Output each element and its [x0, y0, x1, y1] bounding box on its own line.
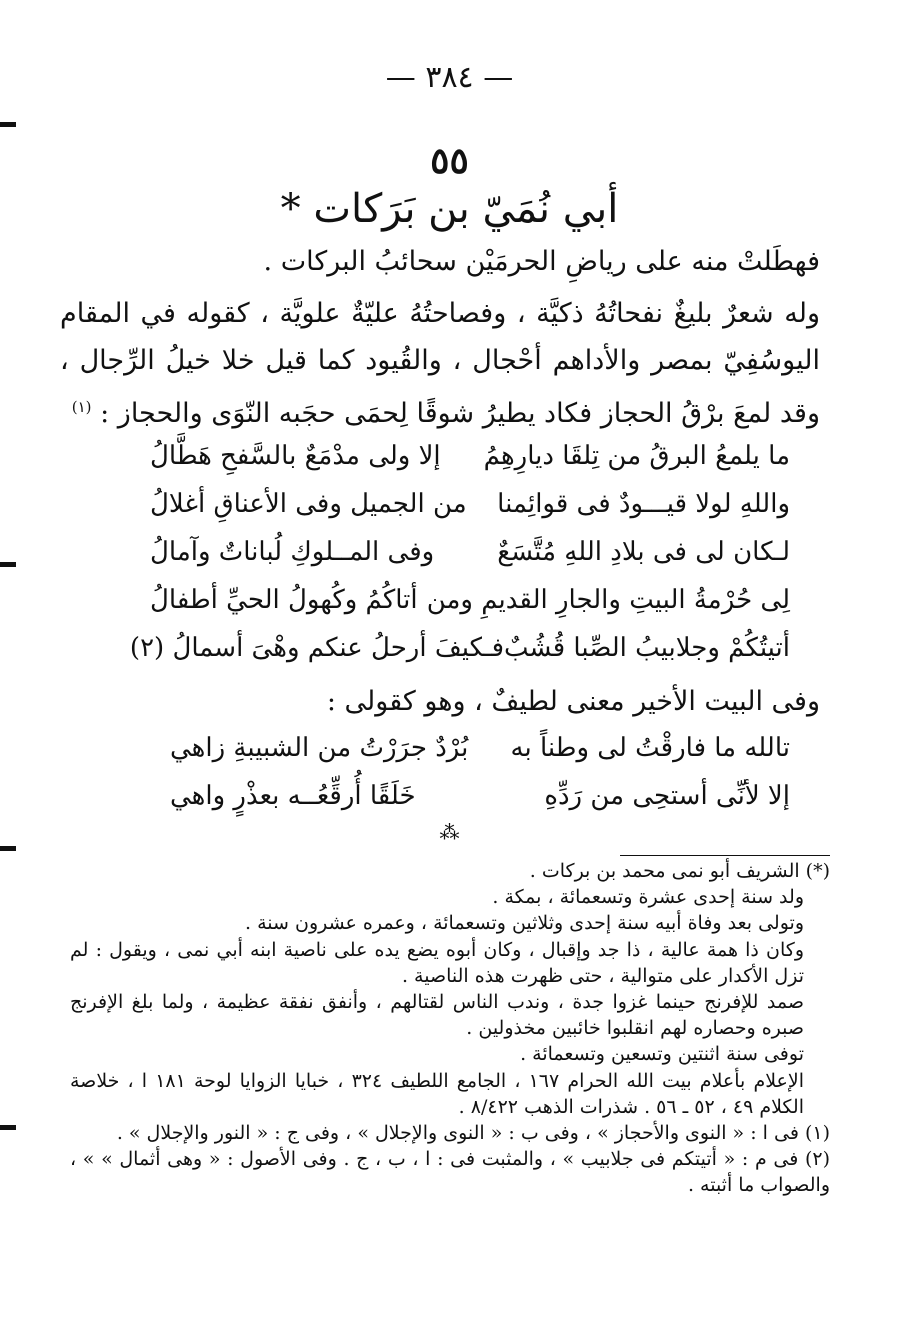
footnote-ref: (١) — [71, 398, 92, 416]
hemistich-second: من الجميل وفى الأعناقِ أغلالُ — [150, 489, 467, 519]
hemistich-second: أتاكُمُ وكُهولُ الحيِّ أطفالُ — [150, 585, 418, 615]
footnote-line: (٢) فى م : « أتيتكم فى جلابيب » ، والمثبت فى : ا ، ب ، ج . وفى الأصول : « وهى أثمال » » ، والصواب ما أثبته . — [70, 1148, 830, 1197]
entry-title: أبي نُمَيّ بن بَرَكات * — [280, 186, 619, 232]
hemistich-second: بُرْدٌ جرَرْتُ من الشبيبةِ زاهي — [170, 733, 469, 763]
verse-line — [129, 624, 790, 672]
prose-paragraph — [60, 290, 820, 437]
entry-number: ٥٥ — [430, 140, 469, 182]
verse-line — [170, 724, 790, 772]
footnote-line: (١) فى ا : « النوى والأحجاز » ، وفى ب : « النوى والإجلال » ، وفى ج : « النور والإجلال » . — [116, 1122, 830, 1145]
footnote-line: توفى سنة اثنتين وتسعين وتسعمائة . — [520, 1043, 804, 1066]
footnote-line: ولد سنة إحدى عشرة وتسعمائة ، بمكة . — [492, 886, 804, 909]
page-edge-mark — [0, 1125, 16, 1130]
footnotes — [70, 858, 830, 1199]
hemistich-second: فـكيفَ أرحلُ عنكم وهْىَ أسمالُ (٢) — [129, 633, 505, 663]
poem — [129, 432, 790, 672]
hemistich-second: خَلَقًا أُرقِّعُــه بعذْرٍ واهي — [170, 781, 416, 811]
verse-line — [170, 772, 790, 820]
hemistich-first: لِى حُرْمةُ البيتِ والجارِ القديمِ ومن — [426, 585, 790, 615]
page-edge-mark — [0, 562, 16, 567]
footnote-line: وكان ذا همة عالية ، ذا جد وإقبال ، وكان أبوه يضع يده على ناصية ابنه أبي نمى ، ويقول : لم تزل الأكدار على متوالية ، حتى ظهرت هذه الناصية . — [70, 938, 804, 987]
page-header: — ٣٨٤ — — [385, 60, 514, 95]
hemistich-first: أتيتُكُمْ وجلابيبُ الصِّبا قُشُبٌ — [504, 633, 790, 663]
hemistich-first: ما يلمعُ البرقُ من تِلقَا ديارِهِمُ — [483, 441, 790, 471]
hemistich-second: وفى المــلوكِ لُباناتٌ وآمالُ — [150, 537, 435, 567]
hemistich-second: إلا ولى مدْمَعٌ بالسَّفحِ هَطَّالُ — [150, 441, 441, 471]
poem-second — [170, 724, 790, 820]
prose-line — [60, 238, 820, 285]
paragraph-text: وله شعرٌ بليغٌ نفحاتُهُ ذكيَّة ، وفصاحتُهُ عليّةٌ علويَّة ، كقوله في المقام اليوسُفِيّ بمصر والأداهم أحْجال ، والقُيود كما قيل خلا خيلُ الرِّجال ، وقد لمعَ برْقُ الحجاز فكاد يطيرُ شوقًا لِحمَى حجَبه النّوَى والحجاز : — [60, 298, 820, 429]
hemistich-first: لـكان لى فى بلادِ اللهِ مُتَّسَعٌ — [497, 537, 790, 567]
footnote-line: وتولى بعد وفاة أبيه سنة إحدى وثلاثين وتسعمائة ، وعمره عشرون سنة . — [245, 912, 804, 935]
commentary-line: وفى البيت الأخير معنى لطيفٌ ، وهو كقولى : — [326, 686, 820, 717]
verse-line — [150, 480, 790, 528]
hemistich-first: إلا لأنِّى أستحِى من رَدِّهِ — [544, 781, 790, 811]
verse-line — [150, 528, 790, 576]
footnote-line: (*) الشريف أبو نمى محمد بن بركات . — [529, 860, 830, 882]
verse-line — [150, 576, 790, 624]
page-edge-mark — [0, 122, 16, 127]
page-edge-mark — [0, 846, 16, 851]
footnote-divider — [620, 855, 830, 856]
footnote-line: صمد للإفرنج حينما غزوا جدة ، وندب الناس لقتالهم ، وأنفق نفقة عظيمة ، ولما بلغ الإفرنج صبره وحصاره لهم انقلبوا خائبين مخذولين . — [70, 991, 804, 1040]
verse-line — [150, 432, 790, 480]
hemistich-first: تالله ما فارقْتُ لى وطناً به — [510, 733, 790, 763]
ornament-stars: ⁂ — [439, 820, 460, 844]
prose-line-text: فهطَلتْ منه على رياضِ الحرمَيْن سحائبُ البركات . — [263, 246, 820, 277]
hemistich-first: واللهِ لولا قيـــودٌ فى قوائِمنا — [497, 489, 790, 519]
footnote-line: الإعلام بأعلام بيت الله الحرام ١٦٧ ، الجامع اللطيف ٣٢٤ ، خبايا الزوايا لوحة ١٨١ ا ، خلاصة الكلام ٤٩ ، ٥٢ ـ ٥٦ . شذرات الذهب ٨/٤٢٢ . — [70, 1069, 805, 1118]
